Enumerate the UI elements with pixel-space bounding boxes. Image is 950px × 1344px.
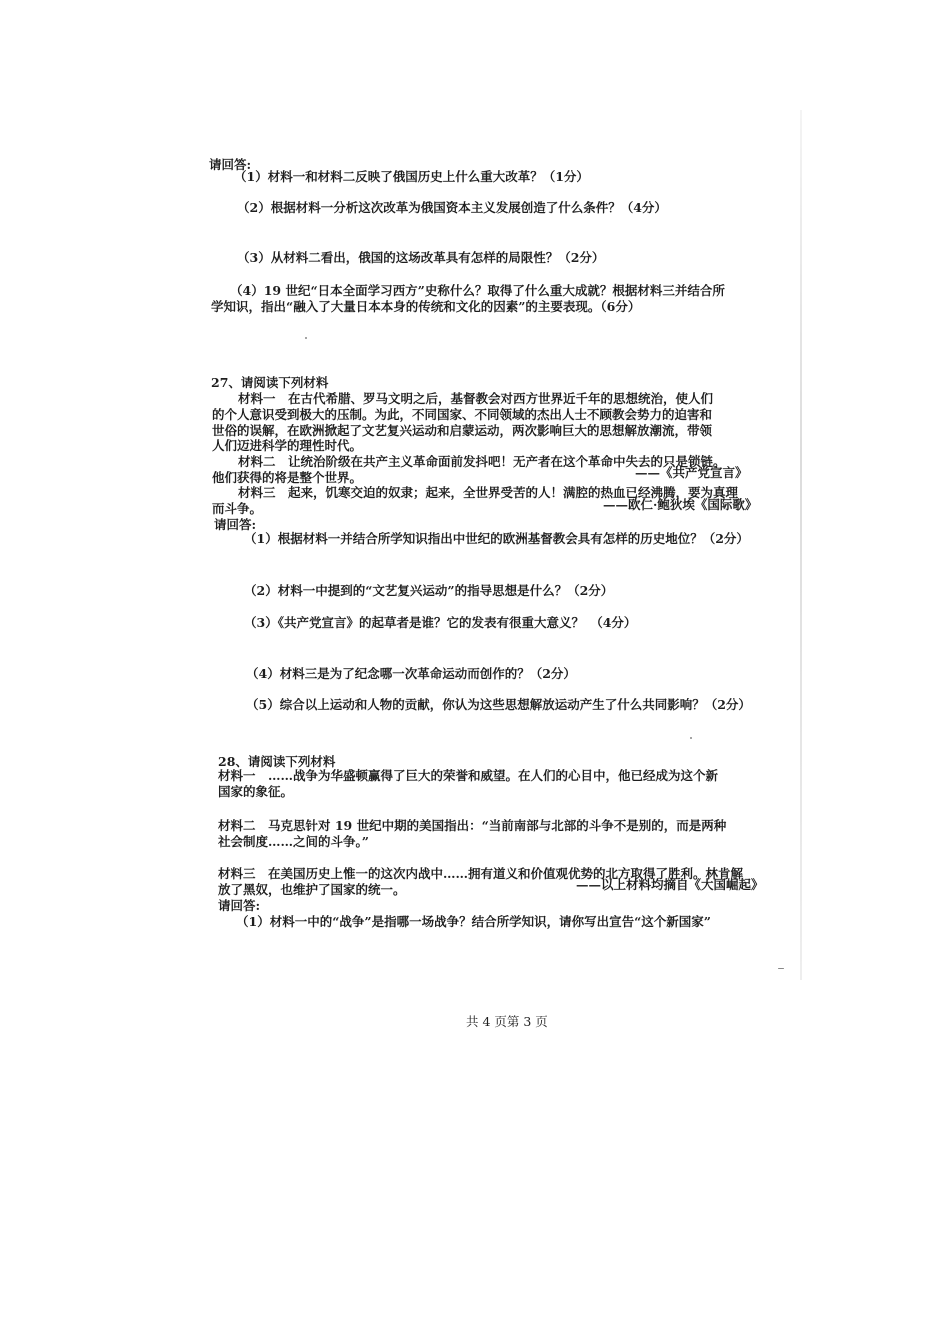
- q27-sub5: （5）综合以上运动和人物的贡献，你认为这些思想解放运动产生了什么共同影响？（2分）: [246, 697, 751, 712]
- q27-sub3: （3）《共产党宣言》的起草者是谁？它的发表有很重大意义？ （4分）: [244, 615, 637, 630]
- q26-sub4-line1: （4）19 世纪“日本全面学习西方”史称什么？取得了什么重大成就？根据材料三并结合所: [230, 283, 725, 298]
- q27-sub4: （4）材料三是为了纪念哪一次革命运动而创作的？（2分）: [246, 666, 576, 681]
- page-number: 共 4 页第 3 页: [466, 1014, 548, 1029]
- q28-material2-line2: 社会制度……之间的斗争。”: [218, 834, 369, 849]
- q28-heading: 28、请阅读下列材料: [218, 754, 336, 769]
- q28-material2-line1: 材料二 马克思针对 19 世纪中期的美国指出：“当前南部与北部的斗争不是别的，而是两种: [218, 818, 727, 833]
- q27-sub2: （2）材料一中提到的“文艺复兴运动”的指导思想是什么？（2分）: [244, 583, 614, 598]
- q27-heading: 27、请阅读下列材料: [211, 375, 329, 390]
- q27-material1-line2: 的个人意识受到极大的压制。为此，不同国家、不同领域的杰出人士不顾教会势力的迫害和: [212, 407, 713, 422]
- q28-material3-source: ——以上材料均摘自《大国崛起》: [576, 877, 764, 892]
- q27-material2-line2: 他们获得的将是整个世界。: [212, 470, 363, 485]
- q26-sub3: （3）从材料二看出，俄国的这场改革具有怎样的局限性？（2分）: [237, 250, 605, 265]
- q28-material3-line1: 材料三 在美国历史上惟一的这次内战中……拥有道义和价值观优势的北方取得了胜利。林肯解: [218, 866, 744, 881]
- q27-material1-line3: 世俗的误解，在欧洲掀起了文艺复兴运动和启蒙运动，两次影响巨大的思想解放潮流，带领: [212, 423, 713, 438]
- scan-speck: [778, 968, 784, 969]
- q27-material3-line1: 材料三 起来，饥寒交迫的奴隶；起来，全世界受苦的人！满腔的热血已经沸腾，要为真理: [238, 485, 739, 500]
- q28-material1-line1: 材料一 ……战争为华盛顿赢得了巨大的荣誉和威望。在人们的心目中，他已经成为这个新: [218, 768, 719, 783]
- q28-prompt: 请回答:: [218, 898, 261, 913]
- q27-material2-line1: 材料二 让统治阶级在共产主义革命面前发抖吧！无产者在这个革命中失去的只是锁链。: [238, 454, 726, 469]
- scan-speck: [690, 737, 692, 739]
- scan-edge-shadow: [800, 110, 802, 980]
- q27-material3-line2: 而斗争。: [212, 501, 263, 516]
- q26-prompt: 请回答:: [209, 157, 252, 172]
- q28-sub1: （1）材料一中的“战争”是指哪一场战争？结合所学知识，请你写出宣告“这个新国家”: [236, 914, 711, 929]
- q27-material1-line4: 人们迈进科学的理性时代。: [212, 438, 363, 453]
- q27-sub1: （1）根据材料一并结合所学知识指出中世纪的欧洲基督教会具有怎样的历史地位？（2分）: [244, 531, 749, 546]
- q26-sub2: （2）根据材料一分析这次改革为俄国资本主义发展创造了什么条件？（4分）: [237, 200, 667, 215]
- q26-sub1: （1）材料一和材料二反映了俄国历史上什么重大改革？（1分）: [234, 169, 589, 184]
- q27-prompt: 请回答:: [214, 517, 257, 532]
- scan-speck: [305, 337, 307, 339]
- q27-material3-source: ——欧仁·鲍狄埃《国际歌》: [603, 497, 758, 512]
- q26-sub4-line2: 学知识，指出“融入了大量日本本身的传统和文化的因素”的主要表现。（6分）: [211, 299, 641, 314]
- q28-material3-line2: 放了黑奴，也维护了国家的统一。: [218, 882, 406, 897]
- q27-material1-line1: 材料一 在古代希腊、罗马文明之后，基督教会对西方世界近千年的思想统治，使人们: [238, 391, 714, 406]
- q27-material2-source: ——《共产党宣言》: [635, 465, 748, 480]
- q28-material1-line2: 国家的象征。: [218, 784, 294, 799]
